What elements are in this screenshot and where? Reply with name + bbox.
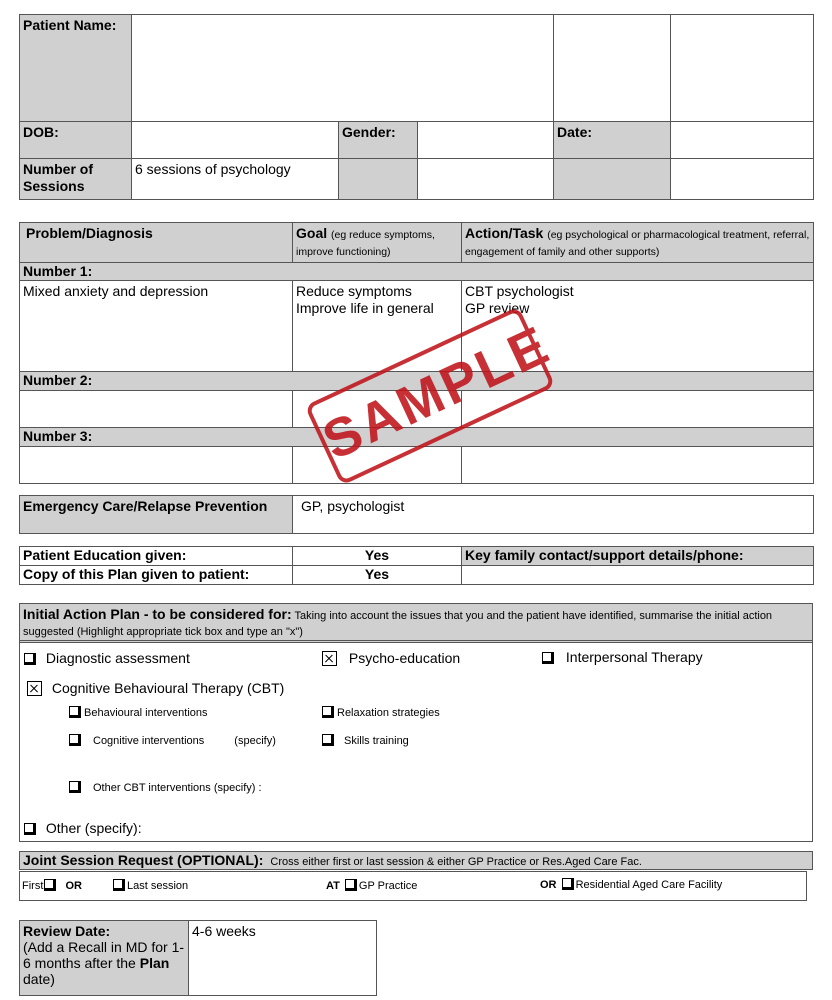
emergency-table	[19, 495, 814, 534]
gender-label: Gender:	[339, 122, 418, 159]
option-specify: (specify)	[234, 735, 276, 747]
number-2-label: Number 2:	[20, 372, 814, 391]
option-label: Psycho-education	[348, 650, 461, 666]
header-blank-cell	[671, 15, 814, 122]
number-3-label: Number 3:	[20, 428, 814, 447]
checkbox-unchecked-icon[interactable]	[44, 879, 56, 891]
checkbox-unchecked-icon[interactable]	[69, 781, 81, 793]
number-3-problem[interactable]	[20, 447, 293, 484]
joint-gp-option[interactable]	[326, 879, 417, 892]
checkbox-checked-icon[interactable]	[322, 651, 337, 666]
option-label: Other (specify):	[45, 820, 142, 836]
last-session-label: Last session	[127, 880, 189, 892]
initial-plan-title: Initial Action Plan - to be considered for:	[23, 606, 292, 622]
option-label: Behavioural interventions	[84, 707, 208, 719]
residential-label: Residential Aged Care Facility	[575, 879, 723, 891]
joint-session-title: Joint Session Request (OPTIONAL):	[23, 852, 264, 868]
patient-header-table	[19, 14, 814, 200]
or-label: OR	[540, 879, 557, 891]
review-note-plan: Plan	[139, 955, 170, 971]
checkbox-unchecked-icon[interactable]	[24, 823, 36, 835]
header-blank-cell	[554, 159, 671, 200]
initial-plan-instructions: Taking into account the issues that you and the patient have identified, summarise the initial action suggested (Highlight appropriate tick box and type an "x")	[23, 610, 773, 638]
option-other-cbt[interactable]	[69, 781, 262, 794]
action-header-text: Action/Task	[465, 225, 544, 241]
initial-plan-header	[19, 603, 813, 643]
joint-session-header	[19, 851, 813, 870]
joint-last-option[interactable]	[113, 879, 188, 892]
action-line: CBT psychologist	[465, 283, 574, 299]
checkbox-unchecked-icon[interactable]	[562, 878, 574, 890]
dob-label: DOB:	[20, 122, 132, 159]
option-label: Other CBT interventions (specify) :	[93, 782, 262, 794]
sessions-label: Number of Sessions	[20, 159, 132, 200]
joint-residential-option[interactable]	[540, 878, 722, 891]
option-label: Cognitive Behavioural Therapy (CBT)	[51, 680, 285, 696]
option-label: Relaxation strategies	[337, 707, 440, 719]
review-label-cell	[20, 921, 189, 996]
checkbox-unchecked-icon[interactable]	[24, 653, 36, 665]
patient-name-field[interactable]	[132, 15, 554, 122]
goal-header-text: Goal	[296, 225, 328, 241]
header-blank-cell	[554, 15, 671, 122]
checkbox-unchecked-icon[interactable]	[322, 706, 334, 718]
action-line: GP review	[465, 300, 530, 316]
goal-header-note: (eg reduce symptoms, improve functioning)	[296, 229, 435, 258]
date-field[interactable]	[671, 122, 814, 159]
review-note: (Add a Recall in MD for 1-6 months after the	[23, 939, 185, 971]
emergency-label: Emergency Care/Relapse Prevention	[20, 496, 293, 534]
header-blank-cell	[339, 159, 418, 200]
education-given-value[interactable]: Yes	[293, 547, 462, 566]
header-blank-cell	[671, 159, 814, 200]
copy-given-value[interactable]: Yes	[293, 566, 462, 585]
checkbox-unchecked-icon[interactable]	[322, 734, 334, 746]
education-table	[19, 546, 814, 585]
problem-column-header: Problem/Diagnosis	[20, 223, 293, 263]
review-note-end: date)	[23, 971, 55, 987]
checkbox-unchecked-icon[interactable]	[69, 706, 81, 718]
number-1-label: Number 1:	[20, 263, 814, 281]
review-value[interactable]: 4-6 weeks	[189, 921, 377, 996]
dob-field[interactable]	[132, 122, 339, 159]
number-3-action[interactable]	[462, 447, 814, 484]
option-skills[interactable]	[322, 734, 409, 747]
checkbox-checked-icon[interactable]	[27, 681, 42, 696]
option-cognitive[interactable]	[69, 734, 276, 747]
copy-given-label: Copy of this Plan given to patient:	[20, 566, 293, 585]
joint-first-option[interactable]	[22, 879, 82, 892]
option-other[interactable]	[24, 820, 142, 836]
option-relaxation[interactable]	[322, 706, 440, 719]
or-label: OR	[65, 880, 82, 892]
checkbox-unchecked-icon[interactable]	[542, 652, 554, 664]
family-contact-field[interactable]	[462, 566, 814, 585]
sessions-value[interactable]: 6 sessions of psychology	[132, 159, 339, 200]
family-contact-label: Key family contact/support details/phone:	[462, 547, 814, 566]
option-label: Diagnostic assessment	[45, 650, 190, 666]
goal-column-header	[293, 223, 462, 263]
gp-practice-label: GP Practice	[358, 880, 418, 892]
action-header-note: (eg psychological or pharmacological treatment, referral, engagement of family and other supports)	[465, 229, 810, 258]
option-label: Skills training	[344, 735, 409, 747]
option-psycho-education[interactable]	[322, 650, 460, 666]
goal-line: Reduce symptoms	[296, 283, 412, 299]
review-table	[19, 920, 377, 996]
goal-line: Improve life in general	[296, 300, 434, 316]
option-label: Cognitive interventions	[93, 735, 205, 747]
number-1-problem[interactable]: Mixed anxiety and depression	[20, 281, 293, 372]
joint-session-instructions: Cross either first or last session & either GP Practice or Res.Aged Care Fac.	[270, 856, 642, 868]
option-diagnostic[interactable]	[24, 650, 190, 666]
action-column-header	[462, 223, 814, 263]
patient-name-label: Patient Name:	[20, 15, 132, 122]
option-behavioural[interactable]	[69, 706, 208, 719]
review-label: Review Date:	[23, 923, 111, 939]
education-given-label: Patient Education given:	[20, 547, 293, 566]
checkbox-unchecked-icon[interactable]	[69, 734, 81, 746]
option-label: Interpersonal Therapy	[565, 649, 703, 665]
sample-stamp: SAMPLE	[304, 306, 555, 485]
option-cbt[interactable]	[27, 680, 284, 696]
at-label: AT	[326, 880, 340, 892]
gender-field[interactable]	[418, 122, 554, 159]
header-blank-cell	[418, 159, 554, 200]
first-label: First	[22, 880, 44, 892]
number-2-problem[interactable]	[20, 391, 293, 428]
emergency-value[interactable]: GP, psychologist	[293, 496, 814, 534]
date-label: Date:	[554, 122, 671, 159]
option-interpersonal[interactable]	[542, 649, 703, 665]
checkbox-unchecked-icon[interactable]	[345, 879, 357, 891]
checkbox-unchecked-icon[interactable]	[113, 879, 125, 891]
